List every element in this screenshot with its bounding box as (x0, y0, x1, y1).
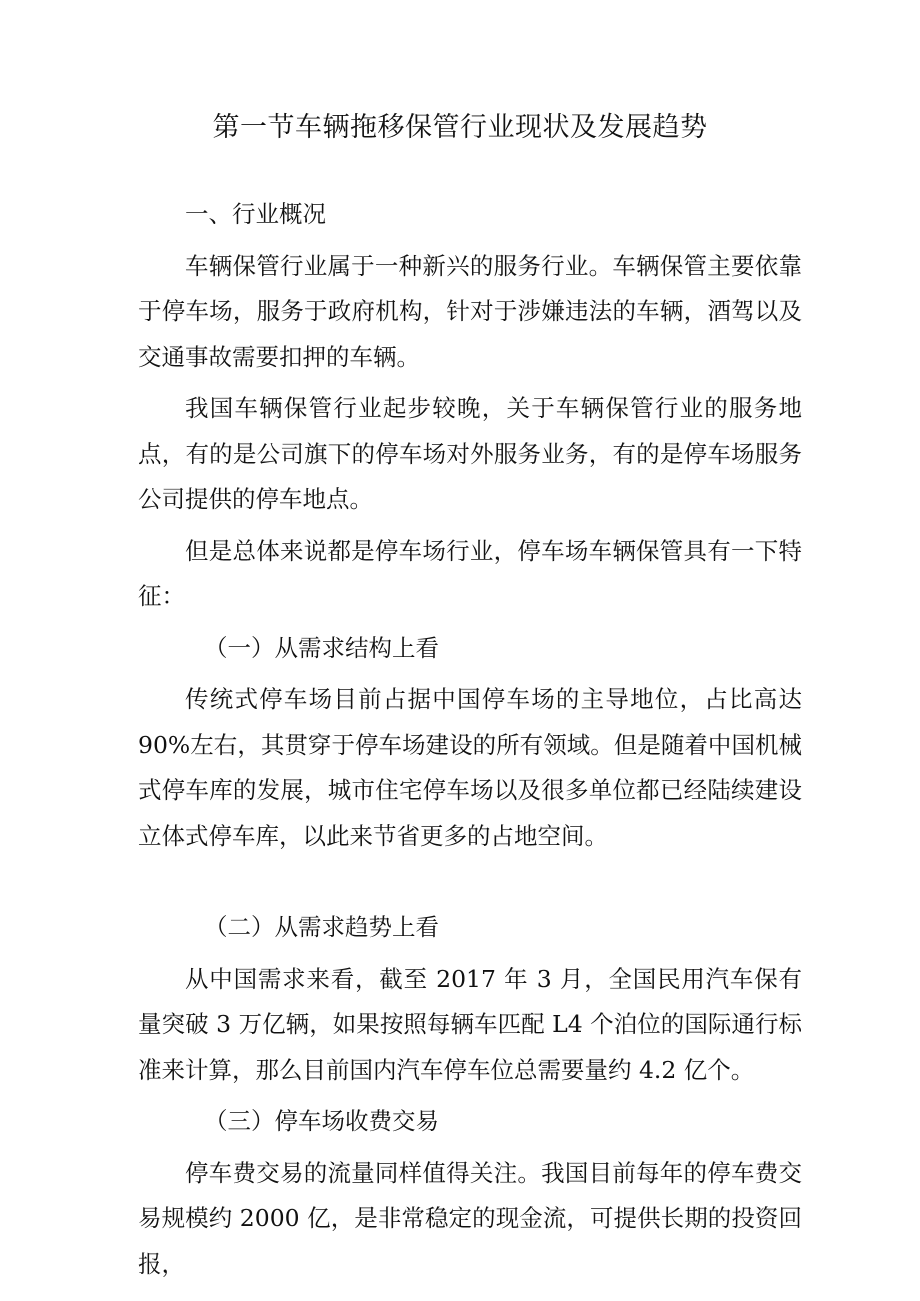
paragraph-4: 传统式停车场目前占据中国停车场的主导地位，占比高达90%左右，其贯穿于停车场建设的所有领域。但是随着中国机械式停车库的发展，城市住宅停车场以及很多单位都已经陆续建设立体式停车库，以此来节省更多的占地空间。 (138, 685, 802, 850)
paragraph-5: 从中国需求来看，截至 2017 年 3 月，全国民用汽车保有量突破 3 万亿辆，如果按照每辆车匹配 L4 个泊位的国际通行标准来计算，那么目前国内汽车停车位总需要量约 4.2 亿个。 (138, 964, 802, 1084)
paragraph-1: 车辆保管行业属于一种新兴的服务行业。车辆保管主要依靠于停车场，服务于政府机构，针对于涉嫌违法的车辆，酒驾以及交通事故需要扣押的车辆。 (138, 251, 802, 371)
paragraph-3: 但是总体来说都是停车场行业，停车场车辆保管具有一下特征： (138, 536, 802, 610)
subheading-demand-trend: （二）从需求趋势上看 (204, 913, 439, 941)
paragraph-6: 停车费交易的流量同样值得关注。我国目前每年的停车费交易规模约 2000 亿，是非常稳定的现金流，可提供长期的投资回报， (138, 1158, 802, 1278)
document-title: 第一节车辆拖移保管行业现状及发展趋势 (212, 112, 708, 143)
document-body (138, 192, 802, 1287)
section-heading-industry-overview: 一、行业概况 (185, 200, 326, 228)
subheading-demand-structure: （一）从需求结构上看 (204, 633, 439, 662)
subheading-parking-fees: （三）停车场收费交易 (204, 1107, 439, 1135)
paragraph-2: 我国车辆保管行业起步较晚，关于车辆保管行业的服务地点，有的是公司旗下的停车场对外服务业务，有的是停车场服务公司提供的停车地点。 (138, 394, 802, 513)
